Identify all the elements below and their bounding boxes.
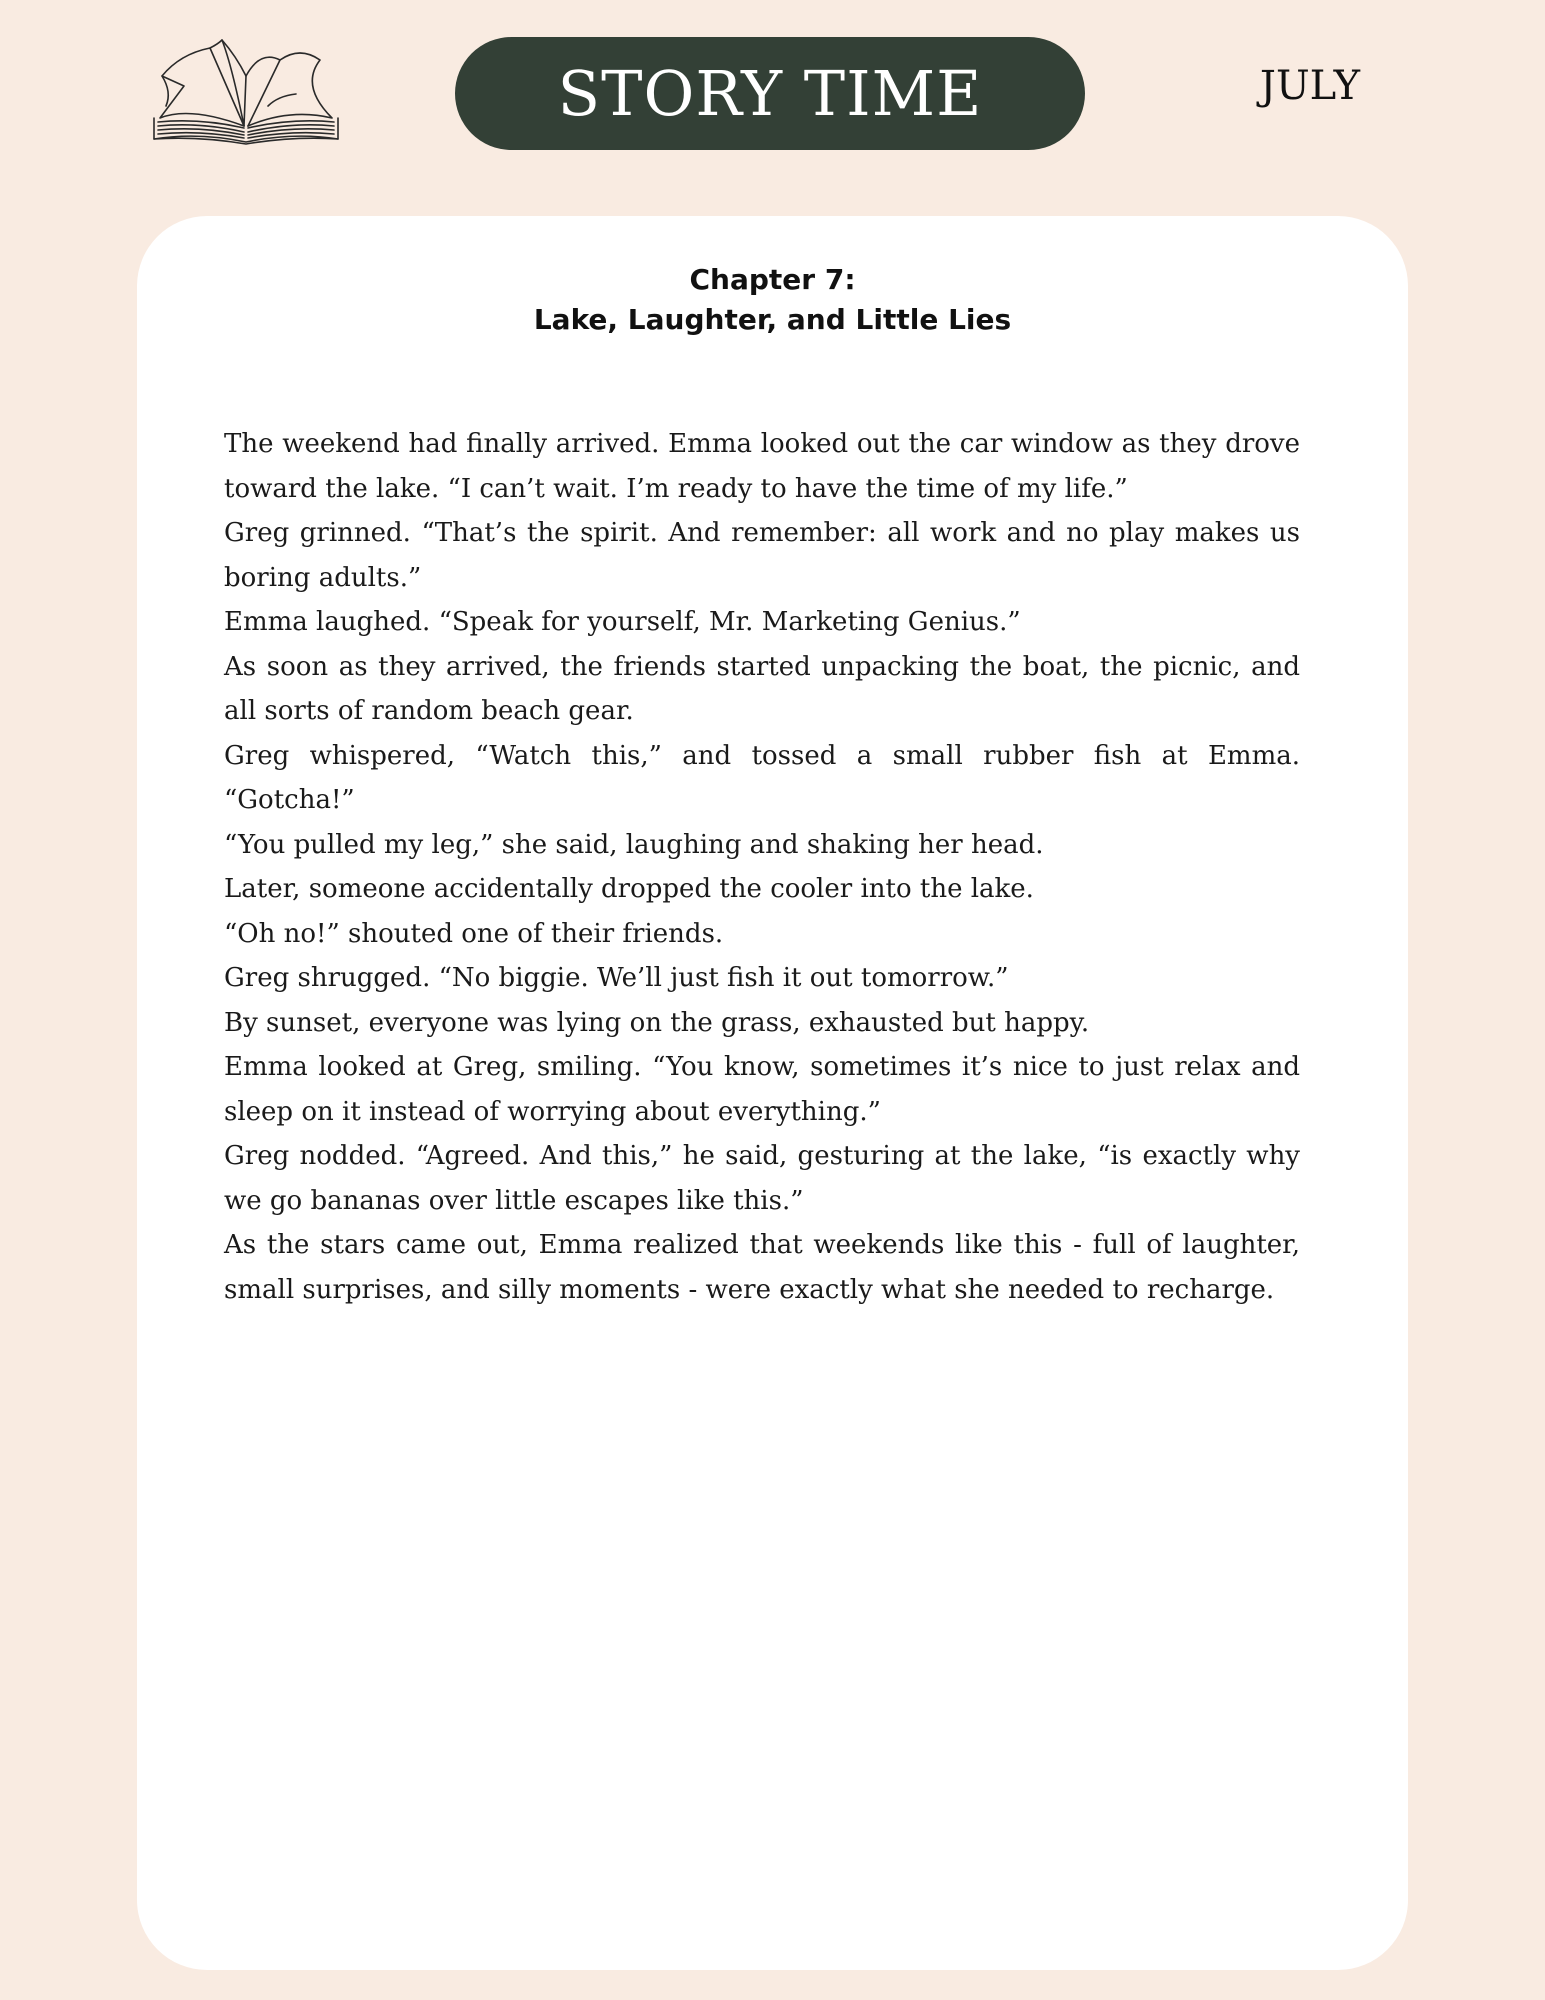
story-paragraph: “You pulled my leg,” she said, laughing and shaking her head. [224,829,1044,860]
story-paragraph: As the stars came out, Emma realized that weekends like this - full of laughter, small surprises, and silly moments - were exactly what she needed to recharge. [224,1230,1300,1305]
story-paragraph: By sunset, everyone was lying on the grass, exhausted but happy. [224,1007,1090,1038]
story-paragraph: “Oh no!” shouted one of their friends. [224,918,724,949]
story-paragraph: Greg grinned. “That’s the spirit. And remember: all work and no play makes us boring adults.” [224,518,1300,593]
chapter-heading [137,260,1408,340]
story-paragraph: The weekend had finally arrived. Emma looked out the car window as they drove toward the lake. “I can’t wait. I’m ready to have the time of my life.” [224,429,1300,504]
chapter-number: Chapter 7: [689,263,856,296]
story-paragraph: Emma laughed. “Speak for yourself, Mr. Marketing Genius.” [224,607,1021,637]
page-title: STORY TIME [557,56,983,130]
month-label: JULY [1259,63,1361,109]
title-banner [455,37,1085,150]
open-book-icon [150,36,342,146]
story-paragraph: Greg shrugged. “No biggie. We’ll just fish it out tomorrow.” [224,963,1009,993]
story-body [224,422,1300,1312]
story-card [137,216,1408,1970]
story-paragraph: Emma looked at Greg, smiling. “You know, sometimes it’s nice to just relax and sleep on it instead of worrying about everything.” [224,1052,1300,1127]
story-paragraph: Greg nodded. “Agreed. And this,” he said, gesturing at the lake, “is exactly why we go bananas over little escapes like this.” [224,1141,1300,1216]
story-paragraph: As soon as they arrived, the friends started unpacking the boat, the picnic, and all sorts of random beach gear. [224,651,1300,726]
chapter-title: Lake, Laughter, and Little Lies [533,303,1012,336]
story-paragraph: Later, someone accidentally dropped the cooler into the lake. [224,874,1034,904]
story-paragraph: Greg whispered, “Watch this,” and tossed a small rubber fish at Emma. “Gotcha!” [224,740,1300,815]
